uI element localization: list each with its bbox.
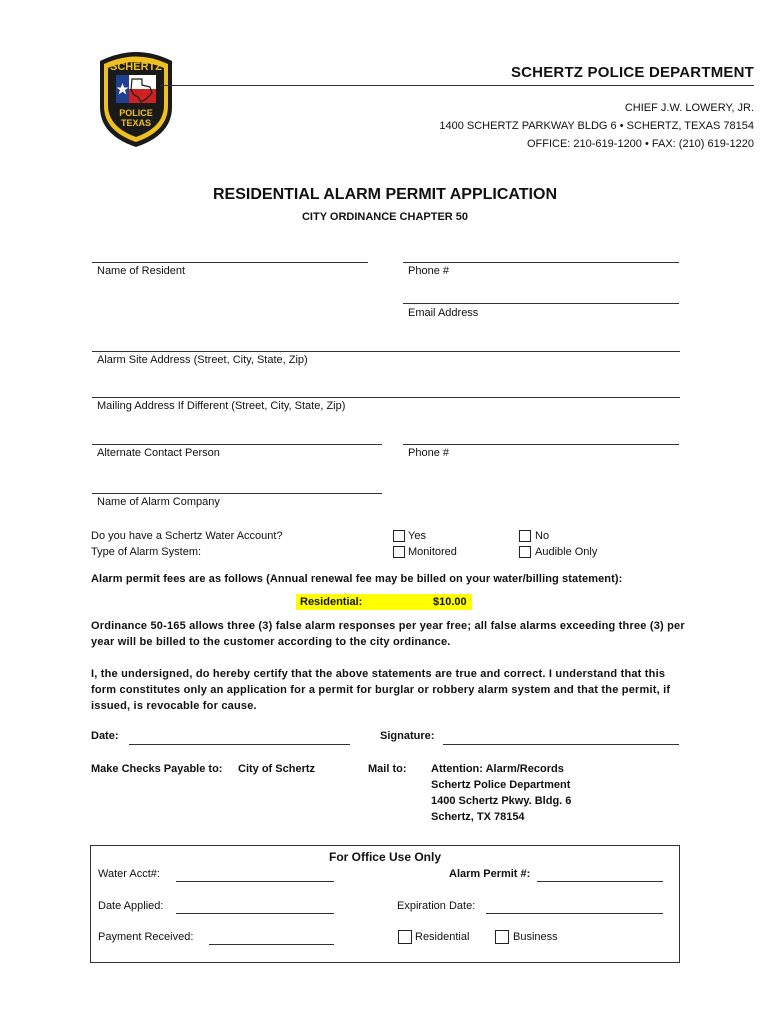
- alternate-phone-label: Phone #: [408, 447, 449, 459]
- date-field[interactable]: [129, 744, 350, 745]
- name-of-resident-field[interactable]: [92, 262, 368, 263]
- certification-text: I, the undersigned, do hereby certify that the above statements are true and correct. I understand that this form constitutes only an application for a permit for burglar or robbery alarm system and that the permit, if issued, is revocable for cause.: [91, 668, 671, 712]
- date-applied-label: Date Applied:: [98, 900, 164, 912]
- water-acct-label: Water Acct#:: [98, 868, 160, 880]
- form-subtitle: CITY ORDINANCE CHAPTER 50: [301, 211, 469, 223]
- signature-label: Signature:: [380, 730, 435, 742]
- expiration-date-field[interactable]: [486, 913, 663, 914]
- residential-fee-amount: $10.00: [433, 596, 467, 608]
- form-title: RESIDENTIAL ALARM PERMIT APPLICATION: [213, 186, 557, 203]
- mail-line: Schertz, TX 78154: [431, 811, 525, 823]
- no-label: No: [535, 530, 550, 542]
- department-address: 1400 SCHERTZ PARKWAY BLDG 6 • SCHERTZ, TEXAS 78154: [439, 120, 754, 132]
- alarm-type-question: Type of Alarm System:: [91, 546, 202, 558]
- phone-field[interactable]: [403, 262, 679, 263]
- alarm-permit-field[interactable]: [537, 881, 663, 882]
- business-checkbox[interactable]: [495, 930, 509, 944]
- mail-line: Attention: Alarm/Records: [431, 763, 564, 775]
- alarm-permit-label: Alarm Permit #:: [449, 868, 531, 880]
- alternate-phone-field[interactable]: [403, 444, 679, 445]
- alarm-site-address-label: Alarm Site Address (Street, City, State, Zip): [97, 354, 308, 366]
- alarm-company-label: Name of Alarm Company: [97, 496, 220, 508]
- alternate-contact-field[interactable]: [92, 444, 382, 445]
- svg-text:TEXAS: TEXAS: [120, 118, 152, 128]
- monitored-label: Monitored: [408, 546, 457, 558]
- chief-name: CHIEF J.W. LOWERY, JR.: [624, 102, 754, 114]
- business-label: Business: [513, 931, 558, 943]
- residential-checkbox[interactable]: [398, 930, 412, 944]
- ordinance-text: Ordinance 50-165 allows three (3) false alarm responses per year free; all false alarms exceeding three (3) per year will be billed to the customer according to the city ordinance.: [91, 620, 685, 648]
- monitored-checkbox[interactable]: [393, 546, 405, 558]
- date-applied-field[interactable]: [176, 913, 334, 914]
- residential-fee-label: Residential:: [300, 596, 363, 608]
- yes-checkbox[interactable]: [393, 530, 405, 542]
- header-rule: [160, 85, 754, 86]
- mail-to-label: Mail to:: [368, 763, 407, 775]
- signature-field[interactable]: [443, 744, 679, 745]
- date-label: Date:: [91, 730, 119, 742]
- water-account-question: Do you have a Schertz Water Account?: [91, 530, 283, 542]
- audible-only-checkbox[interactable]: [519, 546, 531, 558]
- phone-label: Phone #: [408, 265, 449, 277]
- alternate-contact-label: Alternate Contact Person: [97, 447, 220, 459]
- fees-intro: Alarm permit fees are as follows (Annual renewal fee may be billed on your water/billing statement):: [91, 573, 623, 585]
- residential-label: Residential: [415, 931, 470, 943]
- email-field[interactable]: [403, 303, 679, 304]
- mail-line: Schertz Police Department: [431, 779, 571, 791]
- no-checkbox[interactable]: [519, 530, 531, 542]
- payment-received-label: Payment Received:: [98, 931, 194, 943]
- water-acct-field[interactable]: [176, 881, 334, 882]
- audible-only-label: Audible Only: [535, 546, 598, 558]
- checks-payable-label: Make Checks Payable to:: [91, 763, 223, 775]
- office-use-title: For Office Use Only: [328, 850, 442, 864]
- mail-line: 1400 Schertz Pkwy. Bldg. 6: [431, 795, 572, 807]
- payment-received-field[interactable]: [209, 944, 334, 945]
- yes-label: Yes: [408, 530, 426, 542]
- svg-text:SCHERTZ: SCHERTZ: [110, 61, 162, 73]
- expiration-date-label: Expiration Date:: [397, 900, 476, 912]
- email-label: Email Address: [408, 307, 479, 319]
- alarm-company-field[interactable]: [92, 493, 382, 494]
- department-contact: OFFICE: 210-619-1200 • FAX: (210) 619-1220: [526, 138, 754, 150]
- mailing-address-field[interactable]: [92, 397, 680, 398]
- checks-payee: City of Schertz: [238, 763, 316, 775]
- name-of-resident-label: Name of Resident: [97, 265, 186, 277]
- department-name: SCHERTZ POLICE DEPARTMENT: [510, 64, 754, 81]
- svg-text:POLICE: POLICE: [119, 108, 153, 118]
- alarm-site-address-field[interactable]: [92, 351, 680, 352]
- mailing-address-label: Mailing Address If Different (Street, City, State, Zip): [97, 400, 346, 412]
